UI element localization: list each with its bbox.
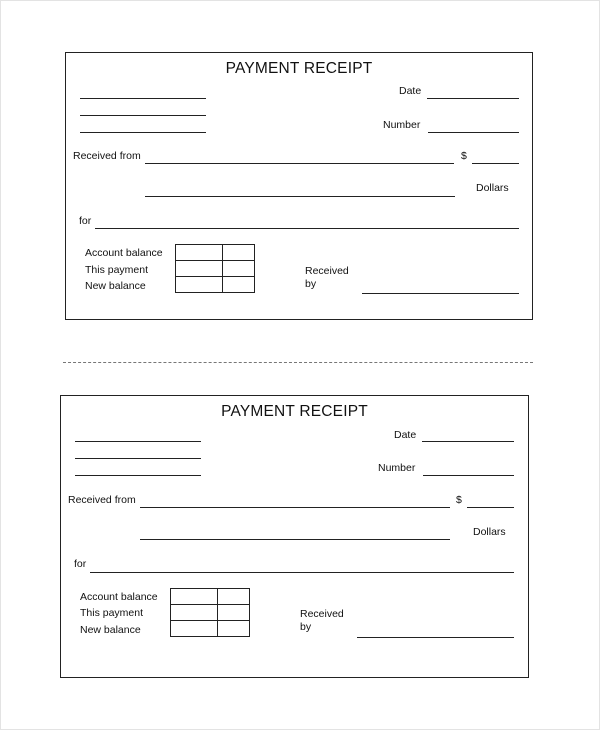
for-field[interactable] bbox=[95, 228, 519, 229]
new-balance-row bbox=[171, 621, 250, 637]
date-field[interactable] bbox=[422, 441, 514, 442]
dollar-sign: $ bbox=[456, 494, 462, 506]
account-balance-dollars-cell[interactable] bbox=[176, 245, 223, 261]
address-line-2[interactable] bbox=[80, 115, 206, 116]
amount-in-words-field[interactable] bbox=[140, 539, 450, 540]
dollars-label: Dollars bbox=[476, 182, 509, 194]
amount-field[interactable] bbox=[467, 507, 514, 508]
received-from-field[interactable] bbox=[145, 163, 454, 164]
this-payment-dollars-cell[interactable] bbox=[171, 605, 218, 621]
number-field[interactable] bbox=[423, 475, 514, 476]
number-label: Number bbox=[383, 119, 421, 131]
received-by-label bbox=[305, 265, 349, 291]
for-label: for bbox=[79, 215, 92, 227]
balance-grid bbox=[175, 244, 255, 293]
number-label: Number bbox=[378, 462, 416, 474]
receipt-title: PAYMENT RECEIPT bbox=[221, 403, 368, 420]
new-balance-label: New balance bbox=[80, 624, 141, 636]
balance-grid bbox=[170, 588, 250, 637]
received-from-label: Received from bbox=[68, 494, 136, 506]
this-payment-row bbox=[171, 605, 250, 621]
dollar-sign: $ bbox=[461, 150, 467, 162]
account-balance-cents-cell[interactable] bbox=[218, 589, 250, 605]
by-label: by bbox=[300, 621, 312, 633]
new-balance-dollars-cell[interactable] bbox=[171, 621, 218, 637]
received-from-field[interactable] bbox=[140, 507, 450, 508]
this-payment-cents-cell[interactable] bbox=[218, 605, 250, 621]
amount-in-words-field[interactable] bbox=[145, 196, 455, 197]
this-payment-label: This payment bbox=[85, 264, 149, 276]
date-label: Date bbox=[399, 85, 422, 97]
this-payment-dollars-cell[interactable] bbox=[176, 261, 223, 277]
received-from-label: Received from bbox=[73, 150, 141, 162]
address-line-2[interactable] bbox=[75, 458, 201, 459]
receipt-title: PAYMENT RECEIPT bbox=[225, 60, 373, 77]
address-line-1[interactable] bbox=[75, 441, 201, 442]
payment-receipt-bottom bbox=[60, 395, 529, 678]
date-field[interactable] bbox=[427, 98, 519, 99]
account-balance-row bbox=[171, 589, 250, 605]
account-balance-label: Account balance bbox=[85, 247, 163, 259]
address-line-3[interactable] bbox=[80, 132, 206, 133]
received-label: Received bbox=[305, 265, 349, 277]
amount-field[interactable] bbox=[472, 163, 519, 164]
address-line-1[interactable] bbox=[80, 98, 206, 99]
new-balance-row bbox=[176, 277, 255, 293]
account-balance-row bbox=[176, 245, 255, 261]
this-payment-label: This payment bbox=[80, 607, 144, 619]
payment-receipt-top bbox=[65, 52, 533, 320]
for-field[interactable] bbox=[90, 572, 514, 573]
dollars-label: Dollars bbox=[473, 526, 506, 538]
date-label: Date bbox=[394, 429, 417, 441]
received-label: Received bbox=[300, 608, 344, 620]
by-label: by bbox=[305, 278, 317, 290]
received-by-label bbox=[300, 608, 344, 634]
number-field[interactable] bbox=[428, 132, 519, 133]
address-line-3[interactable] bbox=[75, 475, 201, 476]
account-balance-dollars-cell[interactable] bbox=[171, 589, 218, 605]
account-balance-label: Account balance bbox=[80, 591, 158, 603]
this-payment-row bbox=[176, 261, 255, 277]
new-balance-cents-cell[interactable] bbox=[223, 277, 255, 293]
new-balance-cents-cell[interactable] bbox=[218, 621, 250, 637]
this-payment-cents-cell[interactable] bbox=[223, 261, 255, 277]
received-by-signature-line[interactable] bbox=[357, 637, 514, 638]
received-by-signature-line[interactable] bbox=[362, 293, 519, 294]
for-label: for bbox=[74, 558, 87, 570]
new-balance-label: New balance bbox=[85, 280, 146, 292]
new-balance-dollars-cell[interactable] bbox=[176, 277, 223, 293]
account-balance-cents-cell[interactable] bbox=[223, 245, 255, 261]
cut-line bbox=[63, 362, 533, 363]
